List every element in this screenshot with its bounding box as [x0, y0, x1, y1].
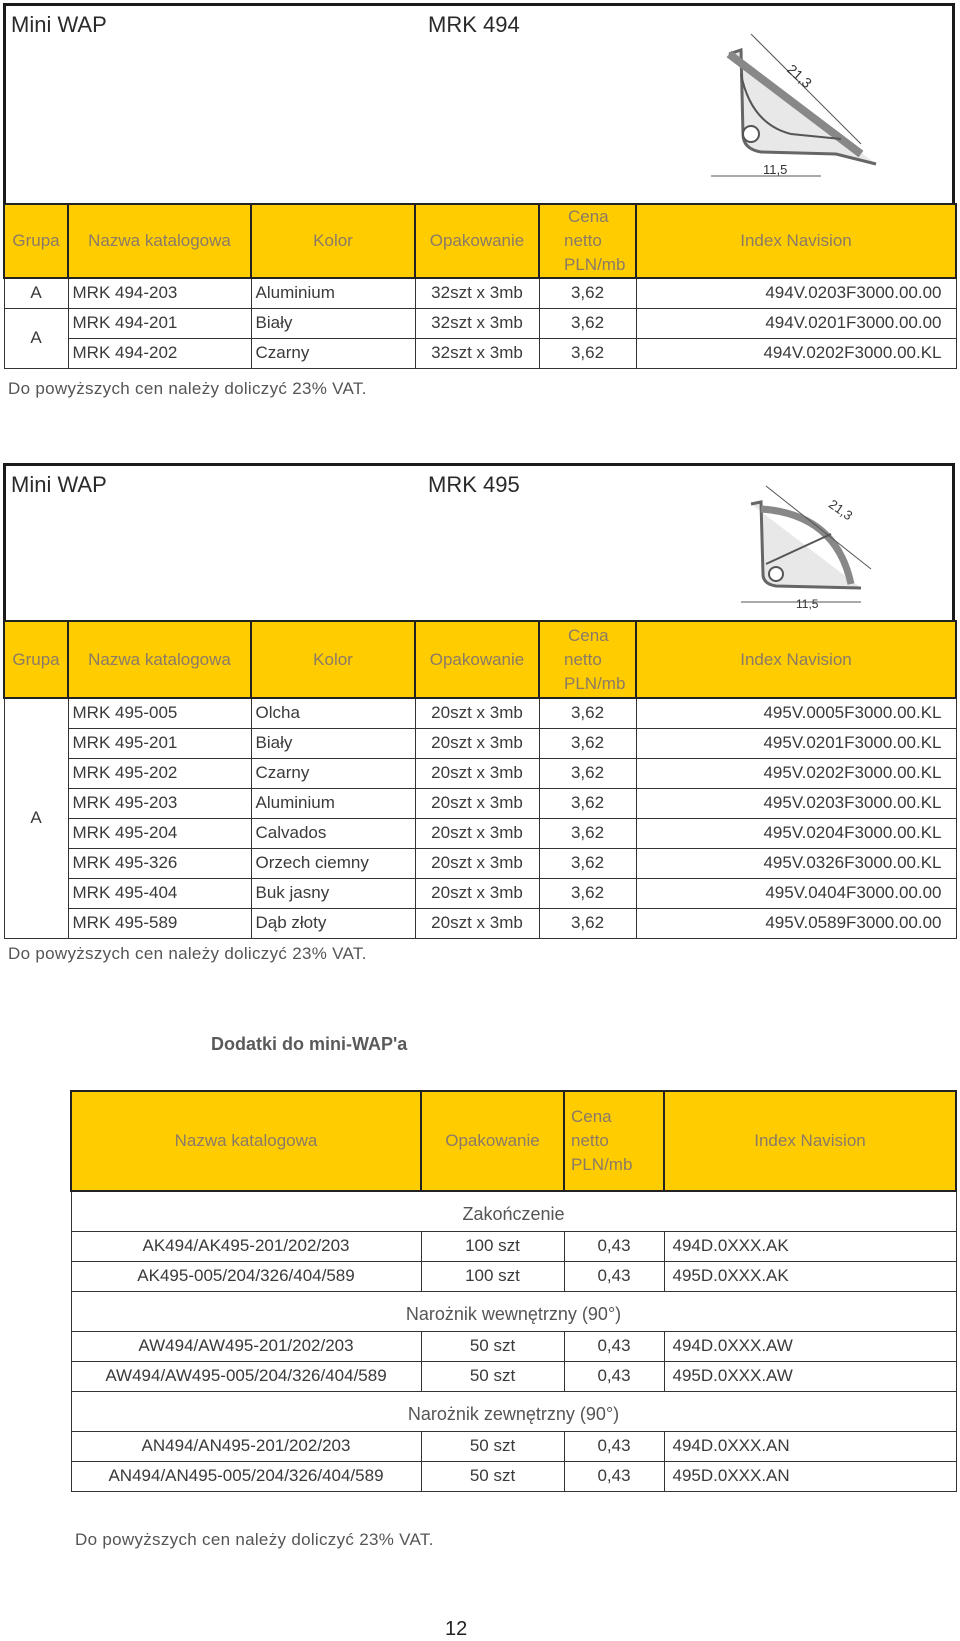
section1-table	[3, 203, 957, 369]
col-cena: Cena netto PLN/mb	[539, 204, 636, 278]
table-row: AW494/AW495-005/204/326/404/589 50 szt 0,43 495D.0XXX.AW	[71, 1361, 956, 1391]
table-row: MRK 495-589 Dąb złoty 20szt x 3mb 3,62 495V.0589F3000.00.00	[4, 908, 956, 938]
section1-label-left: Mini WAP	[11, 12, 107, 37]
section2-label-left: Mini WAP	[11, 472, 107, 497]
dim-diag-494: 21,3	[784, 60, 816, 92]
section1-label-model: MRK 494	[428, 12, 520, 37]
table-header-row: Nazwa katalogowa Opakowanie Cena netto PLN/mb Index Navision	[71, 1091, 956, 1191]
group-cell: A	[4, 698, 68, 938]
vat-note-1: Do powyższych cen należy doliczyć 23% VAT.	[8, 379, 367, 398]
table-row: MRK 495-204 Calvados 20szt x 3mb 3,62 495V.0204F3000.00.KL	[4, 818, 956, 848]
table-row: AN494/AN495-005/204/326/404/589 50 szt 0,43 495D.0XXX.AN	[71, 1461, 956, 1491]
vat-note-2: Do powyższych cen należy doliczyć 23% VAT.	[8, 944, 367, 963]
table-row: MRK 494-202 Czarny 32szt x 3mb 3,62 494V.0202F3000.00.KL	[4, 338, 956, 368]
table-header-row	[4, 204, 956, 278]
table-header-row: Grupa Nazwa katalogowa Kolor Opakowanie Cena netto PLN/mb Index Navision	[4, 621, 956, 698]
group-title-row: Narożnik wewnętrzny (90°)	[71, 1291, 956, 1331]
table-row: MRK 495-203 Aluminium 20szt x 3mb 3,62 495V.0203F3000.00.KL	[4, 788, 956, 818]
table-row: AK495-005/204/326/404/589 100 szt 0,43 495D.0XXX.AK	[71, 1261, 956, 1291]
table-row: AN494/AN495-201/202/203 50 szt 0,43 494D.0XXX.AN	[71, 1431, 956, 1461]
group-title-row: Zakończenie	[71, 1191, 956, 1231]
profile-drawing-495	[741, 474, 941, 624]
dim-base-495: 11,5	[796, 597, 819, 611]
col-opakowanie: Opakowanie	[415, 204, 539, 278]
section2-table	[3, 620, 957, 939]
dim-base-494: 11,5	[763, 162, 788, 177]
section2-label-model: MRK 495	[428, 472, 520, 497]
col-grupa: Grupa	[4, 204, 68, 278]
dim-diag-495: 21,3	[826, 496, 856, 524]
page-number: 12	[445, 1618, 468, 1640]
accessories-title: Dodatki do mini-WAP'a	[211, 1034, 408, 1054]
section3-table	[70, 1090, 957, 1492]
section1-header-box	[3, 3, 955, 206]
table-row: MRK 495-326 Orzech ciemny 20szt x 3mb 3,62 495V.0326F3000.00.KL	[4, 848, 956, 878]
col-kolor: Kolor	[251, 204, 415, 278]
col-index: Index Navision	[636, 204, 956, 278]
table-row: MRK 495-201 Biały 20szt x 3mb 3,62 495V.0201F3000.00.KL	[4, 728, 956, 758]
table-row: AW494/AW495-201/202/203 50 szt 0,43 494D.0XXX.AW	[71, 1331, 956, 1361]
vat-note-3: Do powyższych cen należy doliczyć 23% VAT.	[75, 1530, 434, 1549]
table-row: A MRK 494-201 Biały 32szt x 3mb 3,62 494V.0201F3000.00.00	[4, 308, 956, 338]
section2-header-box	[3, 463, 955, 623]
table-row: A MRK 495-005 Olcha 20szt x 3mb 3,62 495V.0005F3000.00.KL	[4, 698, 956, 728]
table-row: AK494/AK495-201/202/203 100 szt 0,43 494D.0XXX.AK	[71, 1231, 956, 1261]
col-nazwa: Nazwa katalogowa	[68, 204, 251, 278]
table-row: MRK 495-202 Czarny 20szt x 3mb 3,62 495V.0202F3000.00.KL	[4, 758, 956, 788]
profile-drawing-494	[711, 14, 911, 194]
table-row: A MRK 494-203 Aluminium 32szt x 3mb 3,62 494V.0203F3000.00.00	[4, 278, 956, 308]
table-row: MRK 495-404 Buk jasny 20szt x 3mb 3,62 495V.0404F3000.00.00	[4, 878, 956, 908]
group-title-row: Narożnik zewnętrzny (90°)	[71, 1391, 956, 1431]
